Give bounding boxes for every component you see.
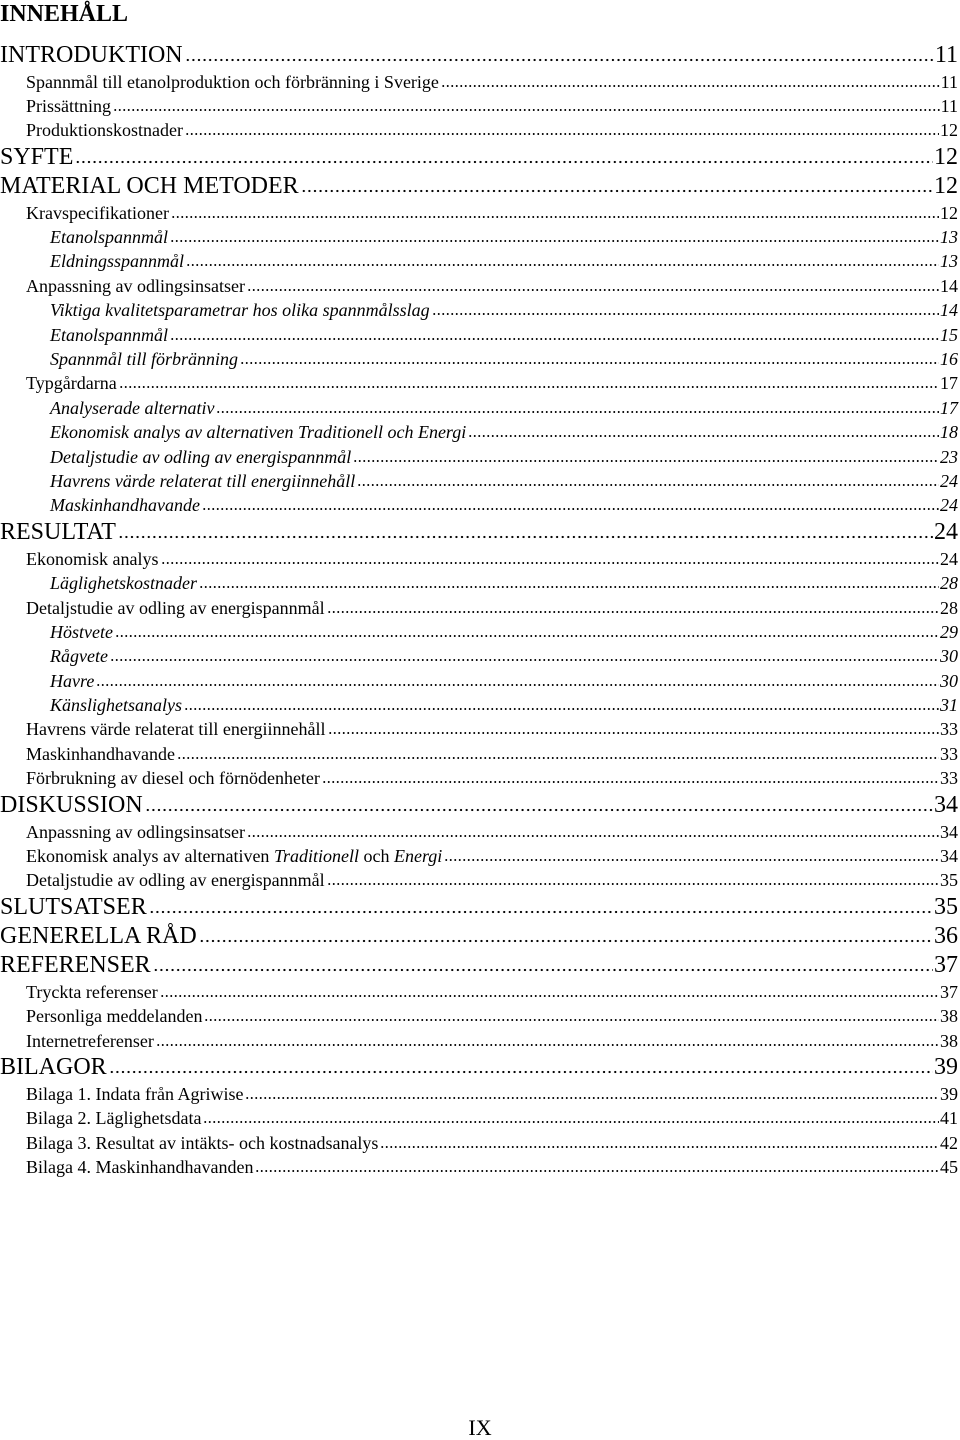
toc-entry-title: Bilaga 3. Resultat av intäkts- och kostnadsanalys [26,1132,379,1153]
toc-entry-page: 12 [940,120,958,141]
toc-entry-title: Ekonomisk analys [26,548,159,569]
toc-entry-page: 17 [940,397,958,418]
dot-leader [115,634,939,638]
toc-entry-title: Havrens värde relaterat till energiinnehåll [26,719,326,740]
toc-entry [0,1155,958,1179]
toc-entry [0,922,958,951]
toc-entry [0,1029,958,1053]
dot-leader [301,189,933,193]
toc-entry [0,766,958,790]
dot-leader [245,1096,939,1100]
toc-entry-title: Detaljstudie av odling av energispannmål [50,446,352,467]
dot-leader [184,707,939,711]
toc-entry-page: 11 [940,71,958,92]
toc-entry [0,791,958,820]
toc-entry [0,371,958,395]
dot-leader [468,434,939,438]
dot-leader [153,968,933,972]
toc-entry-page: 33 [940,719,958,740]
toc-entry-title: Maskinhandhavande [50,495,200,516]
toc-entry [0,951,958,980]
toc-entry-title: Läglighetskostnader [50,573,197,594]
toc-entry-title: DISKUSSION [0,791,143,818]
toc-entry-title: RESULTAT [0,518,116,545]
toc-entry-page: 12 [934,143,958,170]
toc-entry-title: Detaljstudie av odling av energispannmål [26,870,325,891]
toc-entry-title-part: Traditionell [273,846,359,867]
toc-entry [0,547,958,571]
dot-leader [357,483,939,487]
toc-entry [0,1082,958,1106]
dot-leader [185,132,939,136]
dot-leader [118,535,933,539]
dot-leader [185,58,934,62]
toc-entry-page: 35 [940,870,958,891]
toc-entry [0,118,958,142]
toc-entry-page: 34 [934,791,958,818]
dot-leader [119,385,939,389]
toc-entry-title: Tryckta referenser [26,981,158,1002]
toc-entry [0,41,958,70]
toc-entry-page: 39 [940,1084,958,1104]
toc-entry [0,669,958,693]
dot-leader [203,1120,939,1124]
toc-entry-page: 11 [940,95,958,116]
dot-leader [96,683,939,687]
dot-leader [327,882,939,886]
toc-entry-title: Etanolspannmål [50,324,169,345]
dot-leader [171,215,939,219]
toc-entry-title: Känslighetsanalys [50,695,183,716]
toc-entry [0,693,958,717]
toc-entry-page: 33 [940,743,958,764]
toc-entry-title: Produktionskostnader [26,120,183,141]
toc-entry [0,844,958,868]
toc-entry [0,820,958,844]
dot-leader [199,585,939,589]
dot-leader [328,731,939,735]
toc-entry [0,571,958,595]
toc-entry-page: 30 [940,646,958,667]
toc-entry [0,298,958,322]
toc-entry-page: 33 [940,768,958,789]
toc-entry-title: Bilaga 1. Indata från Agriwise [26,1084,244,1104]
toc-entry-title-part: och [358,846,394,867]
toc-entry-page: 42 [940,1132,958,1153]
toc-entry [0,493,958,517]
dot-leader [149,910,933,914]
toc-entry [0,1106,958,1130]
dot-leader [113,108,940,112]
dot-leader [255,1169,939,1173]
toc-entry-page: 12 [934,172,958,199]
toc-entry [0,980,958,1004]
dot-leader [177,756,939,760]
toc-entry-page: 39 [934,1054,958,1080]
toc-entry [0,868,958,892]
toc-entry [0,274,958,298]
toc-entry [0,420,958,444]
toc-entry [0,469,958,493]
toc-entry [0,225,958,249]
toc-entry [0,518,958,547]
toc-entry-title: Detaljstudie av odling av energispannmål [26,597,325,618]
dot-leader [353,459,939,463]
toc-entry [0,596,958,620]
toc-entry-page: 28 [940,597,958,618]
toc-entry [0,742,958,766]
toc-entry-page: 34 [940,821,958,842]
toc-entry-page: 31 [940,695,958,716]
toc-entry [0,1131,958,1155]
toc-entry-title: Spannmål till förbränning [50,349,239,370]
toc-entry-page: 23 [940,446,958,467]
toc-entry-page: 13 [940,227,958,248]
toc-entry-page: 30 [940,670,958,691]
toc-entry-title: Havre [50,670,95,691]
toc-entry [0,249,958,273]
toc-entry-title: Maskinhandhavande [26,743,175,764]
dot-leader [161,561,940,565]
dot-leader [145,808,933,812]
toc-entry-title: Personliga meddelanden [26,1006,203,1027]
page-title: INNEHÅLL [0,1,129,27]
toc-entry-title: Analyserade alternativ [50,397,215,418]
toc-entry [0,70,958,94]
toc-entry-title-part: Ekonomisk analys av alternativen [26,846,274,867]
toc-entry-page: 24 [940,495,958,516]
toc-entry-title: SLUTSATSER [0,893,147,920]
toc-entry-page: 38 [940,1006,958,1027]
dot-leader [186,263,939,267]
toc-entry-page: 24 [934,518,958,545]
toc-entry-page: 11 [934,41,958,68]
dot-leader [247,288,939,292]
toc-entry-title: REFERENSER [0,951,151,978]
dot-leader [380,1145,939,1149]
toc-entry-page: 29 [940,621,958,642]
toc-entry [0,1004,958,1028]
dot-leader [247,834,939,838]
toc-entry-page: 14 [940,300,958,321]
toc-entry-page: 35 [934,893,958,920]
toc-entry-title: Höstvete [50,621,113,642]
toc-entry-title: SYFTE [0,143,74,170]
dot-leader [109,1070,933,1074]
dot-leader [110,658,939,662]
toc-entry [0,445,958,469]
toc-entry [0,323,958,347]
toc-entry [0,347,958,371]
toc-entry [0,201,958,225]
toc-entry-title: Internetreferenser [26,1030,154,1051]
dot-leader [204,1018,939,1022]
toc-entry-title: Havrens värde relaterat till energiinnehåll [50,470,356,491]
toc-entry-page: 24 [940,470,958,491]
toc-entry-title: Typgårdarna [26,373,117,394]
toc-entry-page: 12 [940,202,958,223]
toc-entry [0,644,958,668]
toc-entry-page: 36 [934,922,958,949]
toc-entry-title: Etanolspannmål [50,227,169,248]
dot-leader [202,507,939,511]
toc-entry [0,94,958,118]
toc-entry-title: INTRODUKTION [0,41,183,68]
toc-entry-page: 37 [934,951,958,978]
toc-entry-page: 38 [940,1030,958,1051]
dot-leader [170,239,939,243]
toc-entry-title: Eldningsspannmål [50,251,185,272]
toc-entry-title: GENERELLA RÅD [0,922,197,949]
dot-leader [156,1043,939,1047]
toc-entry-page: 45 [940,1157,958,1178]
toc-entry-page: 17 [940,373,958,394]
dot-leader [322,780,939,784]
toc-entry-title: Spannmål till etanolproduktion och förbränning i Sverige [26,71,439,92]
dot-leader [327,610,939,614]
dot-leader [240,361,939,365]
toc-entry-title: BILAGOR [0,1054,107,1080]
toc-entry [0,396,958,420]
dot-leader [160,994,939,998]
dot-leader [444,858,939,862]
dot-leader [75,160,933,164]
toc-entry [0,717,958,741]
table-of-contents [0,41,958,1180]
toc-entry-page: 15 [940,324,958,345]
toc-entry-page: 13 [940,251,958,272]
toc-entry-page: 24 [940,548,958,569]
toc-entry-page: 14 [940,275,958,296]
toc-entry-page: 28 [940,573,958,594]
dot-leader [441,84,940,88]
toc-entry-page: 16 [940,349,958,370]
toc-entry [0,620,958,644]
toc-entry-title: Viktiga kvalitetsparametrar hos olika spannmålsslag [50,300,430,321]
toc-entry-page: 18 [940,422,958,443]
toc-entry-title: Anpassning av odlingsinsatser [26,821,245,842]
toc-entry-title: Bilaga 2. Läglighetsdata [26,1108,202,1129]
toc-entry-title: MATERIAL OCH METODER [0,172,299,199]
toc-entry-page: 41 [940,1108,958,1129]
toc-entry-title [26,844,442,868]
toc-entry [0,893,958,922]
toc-entry [0,143,958,172]
toc-entry-title: Kravspecifikationer [26,202,169,223]
toc-entry-page: 34 [940,846,958,867]
dot-leader [199,939,933,943]
dot-leader [170,337,939,341]
toc-entry-title: Ekonomisk analys av alternativen Traditionell och Energi [50,422,467,443]
toc-entry [0,172,958,201]
toc-entry-page: 37 [940,981,958,1002]
page-number: IX [468,1415,492,1440]
toc-entry-title-part: Energi [393,846,443,867]
dot-leader [432,312,939,316]
dot-leader [216,410,939,414]
toc-entry-title: Anpassning av odlingsinsatser [26,275,245,296]
toc-entry-title: Bilaga 4. Maskinhandhavanden [26,1157,254,1178]
toc-entry-title: Rågvete [50,646,108,667]
toc-entry-title: Förbrukning av diesel och förnödenheter [26,768,320,789]
toc-entry-title: Prissättning [26,95,112,116]
toc-entry [0,1053,958,1082]
